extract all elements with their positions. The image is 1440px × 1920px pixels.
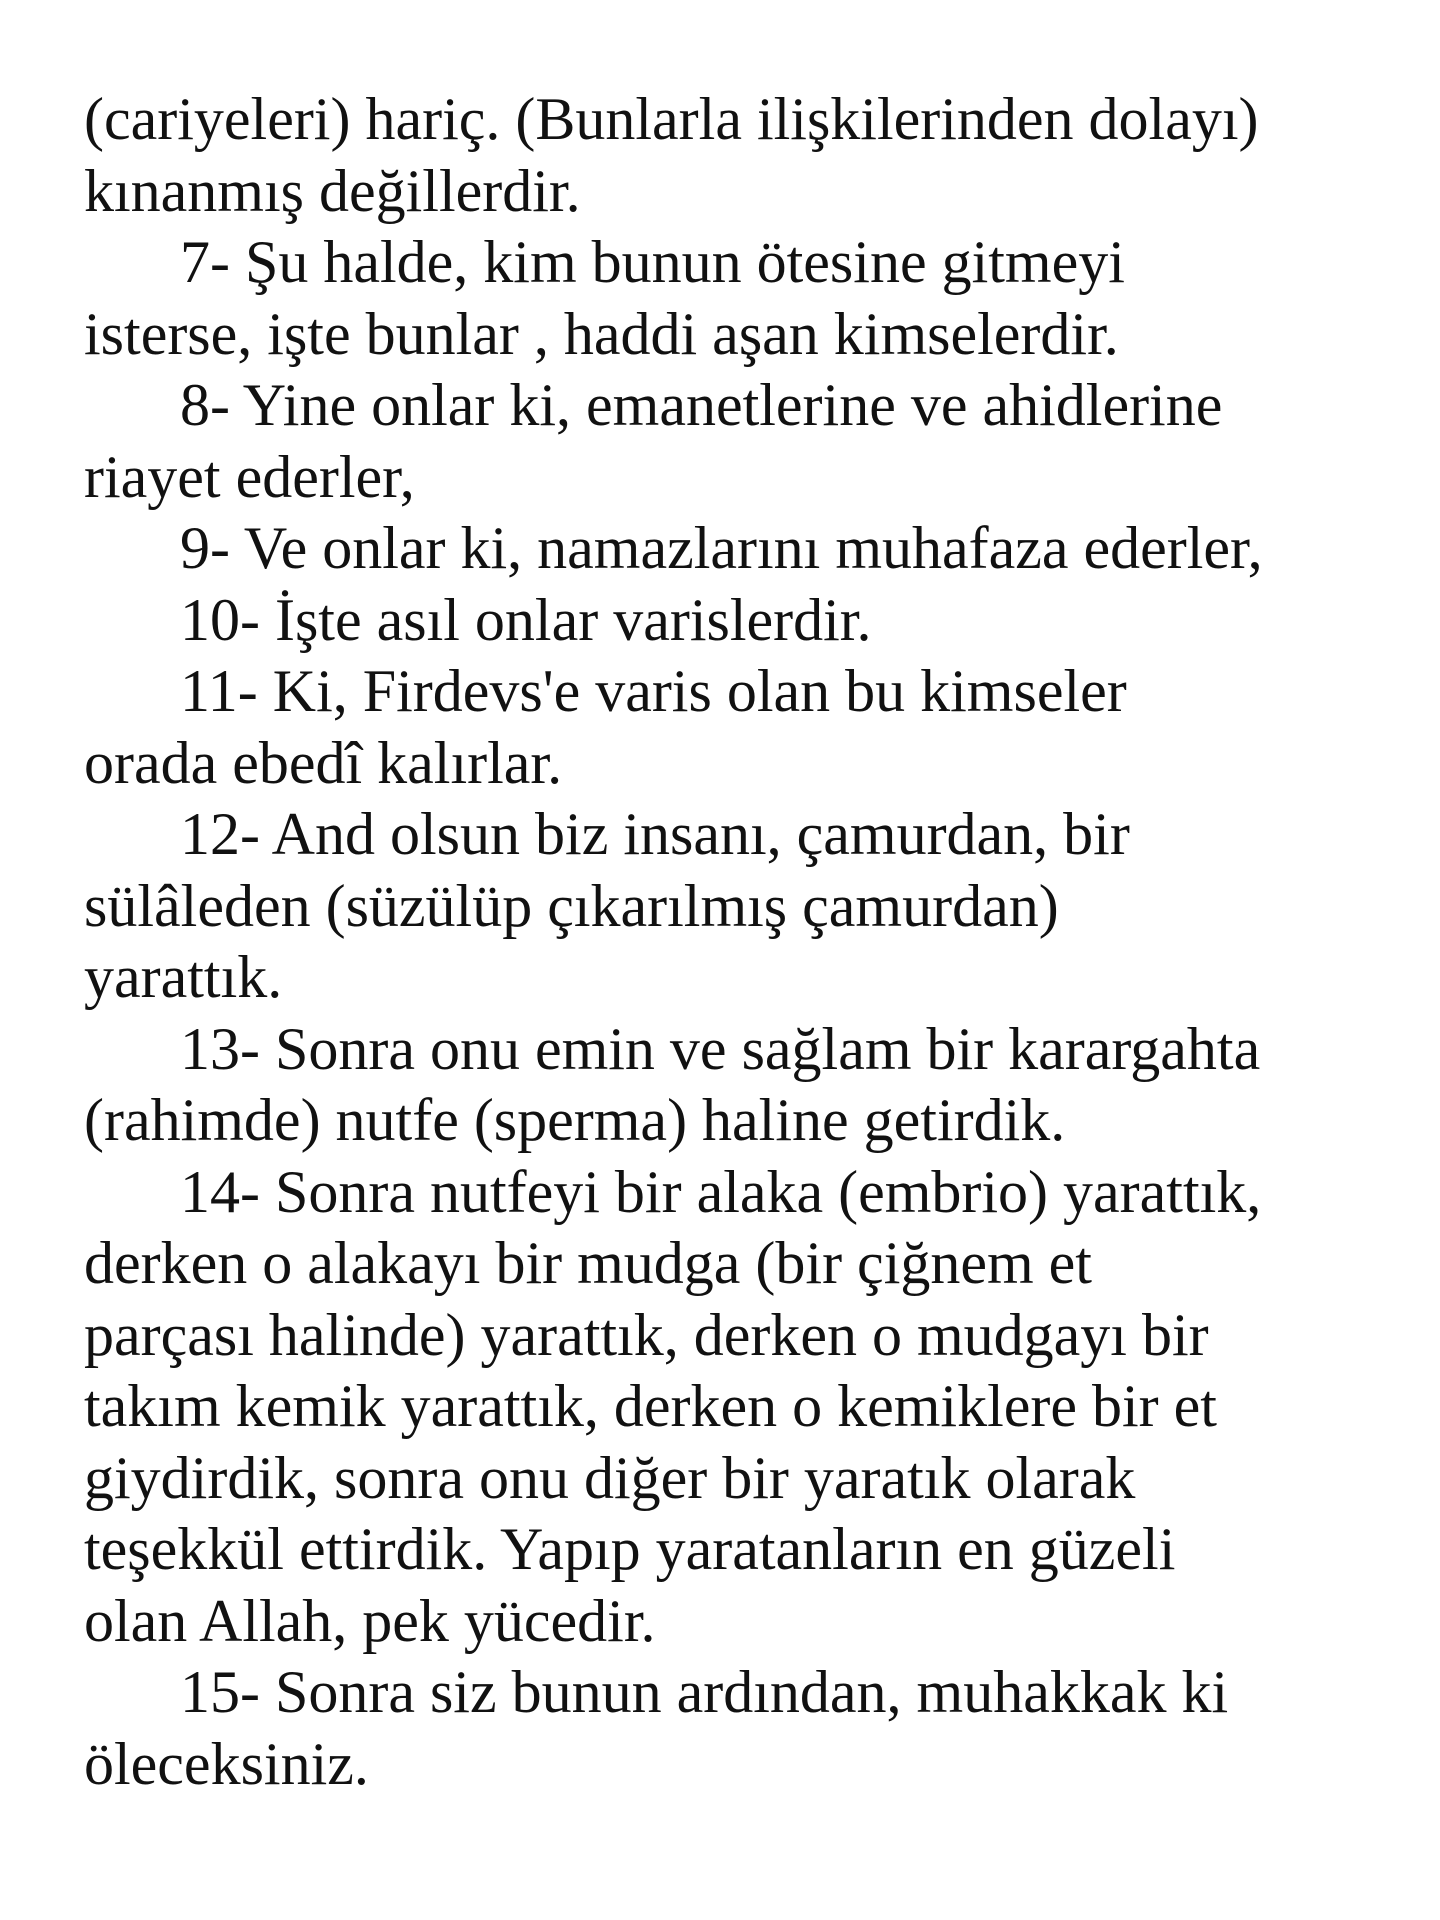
text-line: (cariyeleri) hariç. (Bunlarla ilişkilerinden dolayı) [84,86,1259,152]
verse-15-line: 15- Sonra siz bunun ardından, muhakkak ki [180,1659,1229,1725]
verse-8-line: 8- Yine onlar ki, emanetlerine ve ahidlerine [180,372,1223,438]
text-line: öleceksiniz. [84,1730,369,1797]
text-line: olan Allah, pek yücedir. [84,1587,656,1654]
text-line: parçası halinde) yarattık, derken o mudgayı bir [84,1301,1209,1368]
verse-9-line: 9- Ve onlar ki, namazlarını muhafaza ederler, [180,515,1263,581]
text-line: teşekkül ettirdik. Yapıp yaratanların en güzeli [84,1516,1176,1582]
text-line: takım kemik yarattık, derken o kemiklere bir et [84,1373,1217,1439]
text-line: giydirdik, sonra onu diğer bir yaratık olarak [84,1444,1136,1511]
text-line: sülâleden (süzülüp çıkarılmış çamurdan) [84,872,1059,939]
text-line: (rahimde) nutfe (sperma) haline getirdik. [84,1087,1066,1153]
verse-14-line: 14- Sonra nutfeyi bir alaka (embrio) yarattık, [180,1158,1262,1225]
text-line: orada ebedî kalırlar. [84,729,563,796]
verse-12-line: 12- And olsun biz insanı, çamurdan, bir [180,801,1130,867]
verse-13-line: 13- Sonra onu emin ve sağlam bir karargahta [180,1015,1261,1082]
verse-11-line: 11- Ki, Firdevs'e varis olan bu kimseler [180,658,1127,724]
text-line: riayet ederler, [84,443,415,510]
verse-7-line: 7- Şu halde, kim bunun ötesine gitmeyi [180,229,1125,295]
verse-10-line: 10- İşte asıl onlar varislerdir. [180,586,872,653]
text-line: derken o alakayı bir mudga (bir çiğnem et [84,1230,1092,1296]
text-line: kınanmış değillerdir. [84,157,581,224]
text-line: isterse, işte bunlar , haddi aşan kimselerdir. [84,300,1119,367]
text-line: yarattık. [84,944,283,1010]
verse-text-block [84,84,1404,1800]
